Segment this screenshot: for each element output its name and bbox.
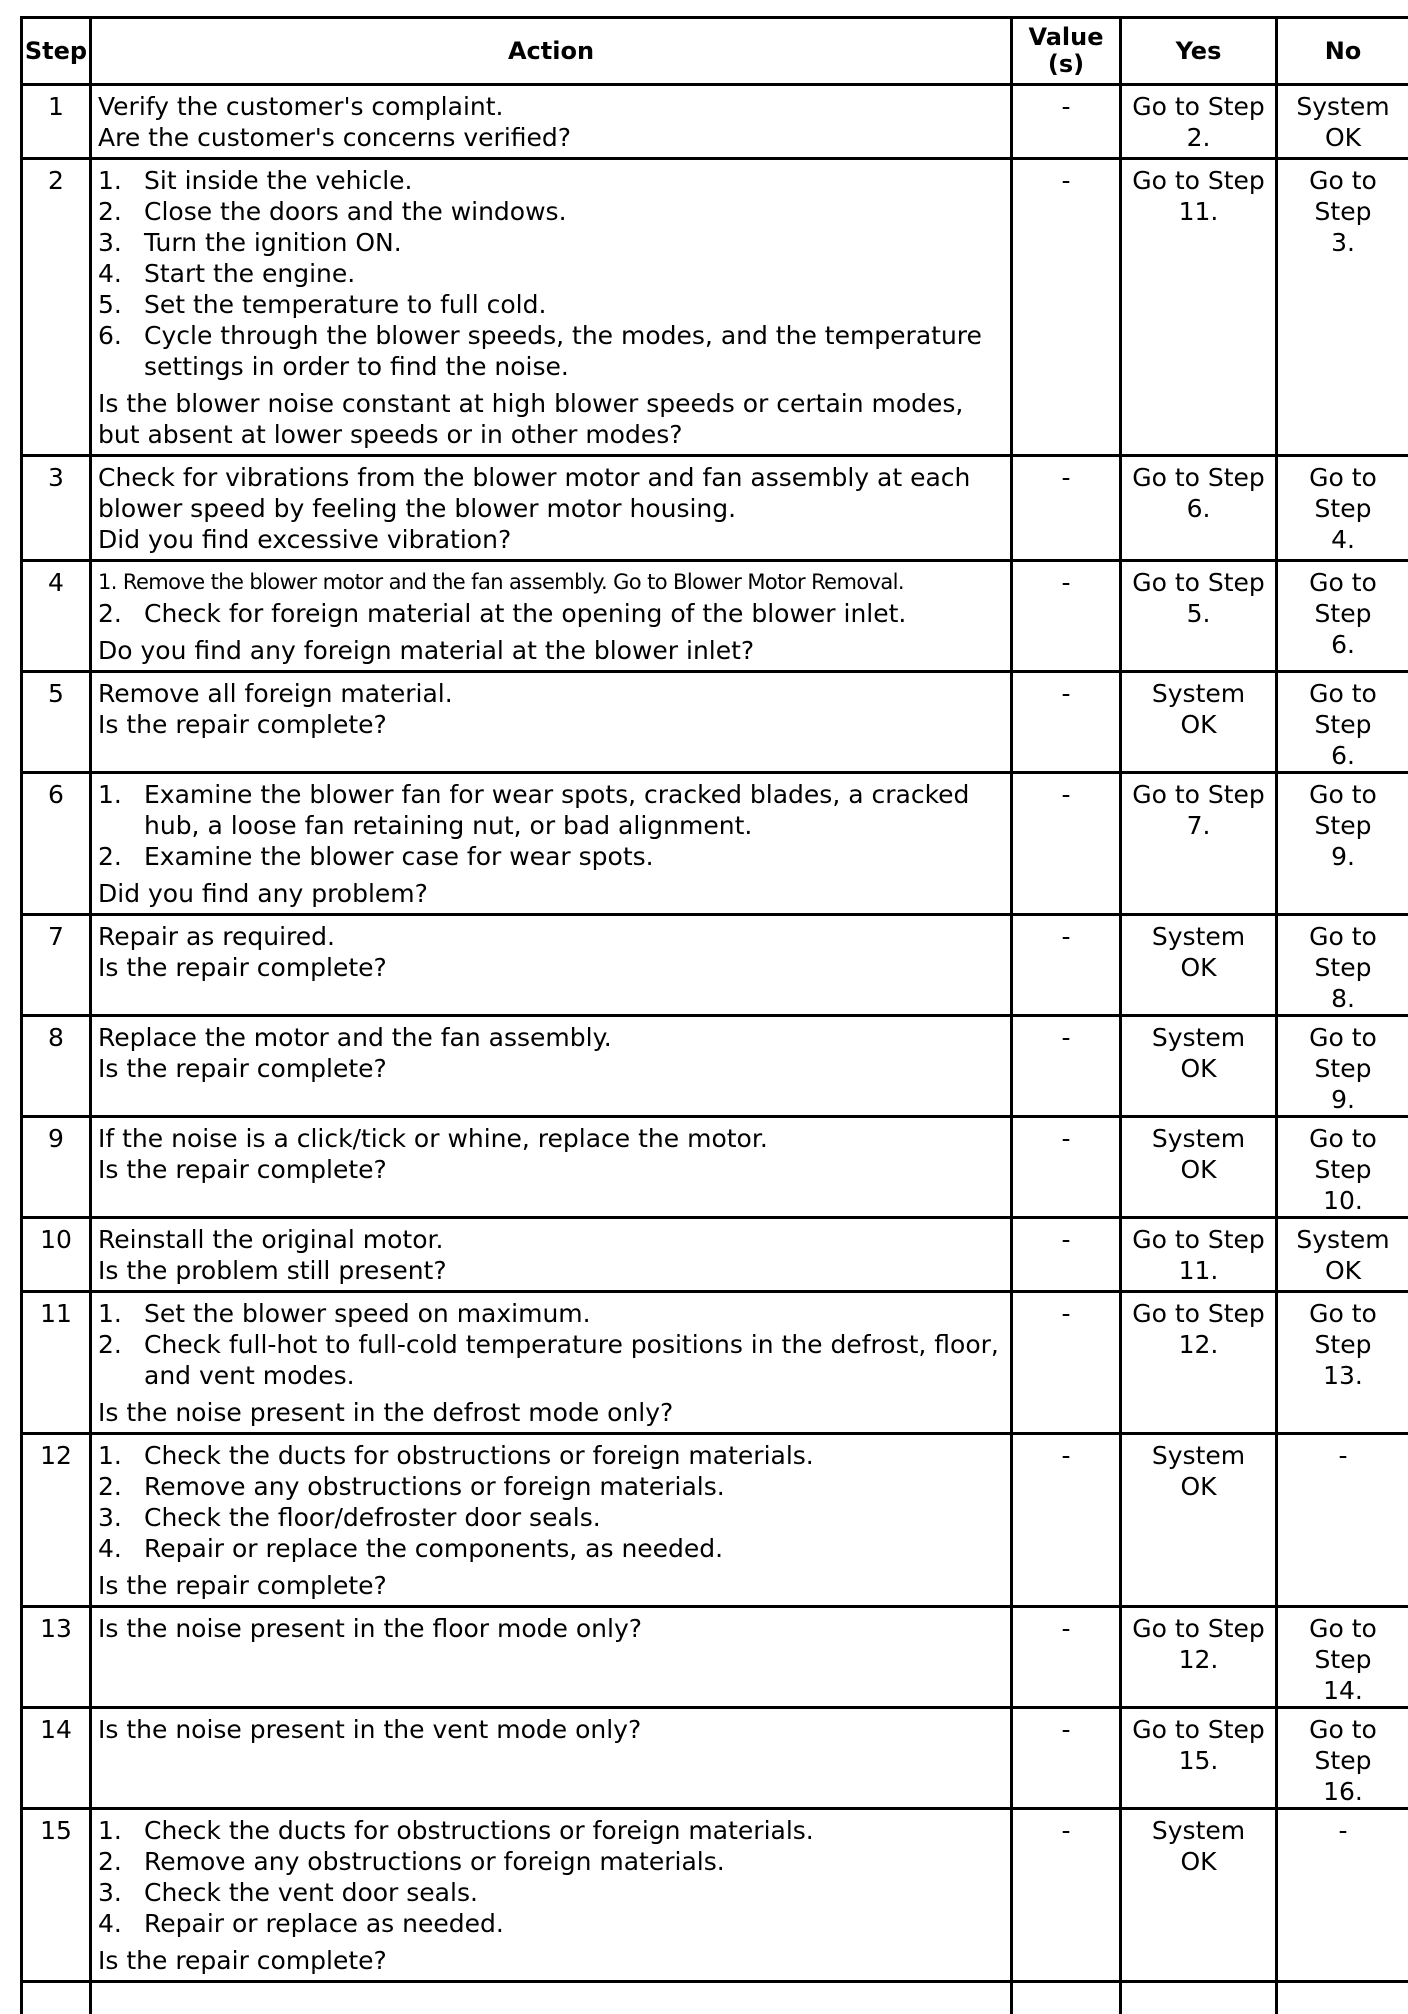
action-cell <box>91 1117 1012 1218</box>
action-step-item <box>98 289 1006 320</box>
value-cell: - <box>1012 1809 1121 1982</box>
action-step-text: Repair or replace as needed. <box>144 1909 504 1938</box>
step-number: 13 <box>22 1607 91 1708</box>
header-action: Action <box>91 18 1012 85</box>
yes-cell <box>1121 773 1277 915</box>
yes-text: Go to Step <box>1124 462 1273 493</box>
action-cell <box>91 85 1012 159</box>
action-steps-list <box>98 598 1006 629</box>
table-row <box>22 773 1408 915</box>
step-number: 11 <box>22 1292 91 1434</box>
action-step-number: 2. <box>98 841 122 872</box>
action-step-item <box>98 227 1006 258</box>
yes-text: Go to Step <box>1124 1224 1273 1255</box>
no-text: 6. <box>1280 629 1406 660</box>
no-text: System <box>1280 91 1406 122</box>
yes-cell <box>1121 1708 1277 1809</box>
yes-text: Go to Step <box>1124 779 1273 810</box>
yes-cell <box>1121 1809 1277 1982</box>
value-cell: - <box>1012 672 1121 773</box>
yes-text: System <box>1124 678 1273 709</box>
action-step-number: 3. <box>98 227 122 258</box>
no-text: Go to Step <box>1280 678 1406 740</box>
action-text: 1. Remove the blower motor and the fan assembly. Go to Blower Motor Removal. <box>98 567 1006 598</box>
action-steps-list <box>98 1815 1006 1939</box>
no-text: Go to Step <box>1280 779 1406 841</box>
value-cell: - <box>1012 1434 1121 1607</box>
yes-text: OK <box>1124 1053 1273 1084</box>
table-row <box>22 1016 1408 1117</box>
no-text: 13. <box>1280 1360 1406 1391</box>
header-value-line1: Value <box>1013 24 1119 51</box>
action-step-item <box>98 1329 1006 1391</box>
no-text: Go to Step <box>1280 1714 1406 1776</box>
yes-cell <box>1121 1607 1277 1708</box>
no-text: - <box>1280 1815 1406 1846</box>
step-number: 8 <box>22 1016 91 1117</box>
table-row <box>22 1218 1408 1292</box>
action-step-text: Remove any obstructions or foreign materials. <box>144 1472 725 1501</box>
no-text: Go to Step <box>1280 921 1406 983</box>
table-row <box>22 1117 1408 1218</box>
action-step-item <box>98 1298 1006 1329</box>
action-step-number: 2. <box>98 1846 122 1877</box>
table-row <box>22 456 1408 561</box>
action-question: Is the repair complete? <box>98 1945 1006 1976</box>
action-step-item <box>98 1908 1006 1939</box>
no-text: Go to Step <box>1280 462 1406 524</box>
yes-cell <box>1121 1117 1277 1218</box>
table-row <box>22 85 1408 159</box>
header-yes: Yes <box>1121 18 1277 85</box>
value-cell: - <box>1012 85 1121 159</box>
action-step-number: 5. <box>98 289 122 320</box>
continuation-cell <box>22 1982 91 2014</box>
no-text: System <box>1280 1224 1406 1255</box>
no-cell <box>1277 1016 1408 1117</box>
action-question: Did you find any problem? <box>98 878 1006 909</box>
value-cell: - <box>1012 1117 1121 1218</box>
value-cell: - <box>1012 1016 1121 1117</box>
action-step-item <box>98 196 1006 227</box>
continuation-cell <box>1012 1982 1121 2014</box>
header-step: Step <box>22 18 91 85</box>
action-step-text: Examine the blower case for wear spots. <box>144 842 654 871</box>
action-step-item <box>98 1440 1006 1471</box>
no-text: 9. <box>1280 841 1406 872</box>
table-row <box>22 1607 1408 1708</box>
no-cell <box>1277 1607 1408 1708</box>
action-step-text: Check the ducts for obstructions or foreign materials. <box>144 1816 814 1845</box>
action-step-item <box>98 841 1006 872</box>
no-cell <box>1277 1117 1408 1218</box>
action-step-item <box>98 1877 1006 1908</box>
no-text: Go to Step <box>1280 165 1406 227</box>
no-cell <box>1277 1218 1408 1292</box>
yes-text: 12. <box>1124 1329 1273 1360</box>
action-step-text: Cycle through the blower speeds, the modes, and the temperature settings in order to find the noise. <box>144 321 982 381</box>
no-text: 6. <box>1280 740 1406 771</box>
yes-text: System <box>1124 1815 1273 1846</box>
yes-cell <box>1121 915 1277 1016</box>
action-step-item <box>98 1815 1006 1846</box>
step-number: 14 <box>22 1708 91 1809</box>
table-row <box>22 159 1408 456</box>
step-number: 5 <box>22 672 91 773</box>
action-cell <box>91 1016 1012 1117</box>
no-text: Go to Step <box>1280 1613 1406 1675</box>
step-number: 2 <box>22 159 91 456</box>
action-question: Is the repair complete? <box>98 1053 1006 1084</box>
yes-text: 15. <box>1124 1745 1273 1776</box>
action-step-number: 2. <box>98 1329 122 1360</box>
yes-text: OK <box>1124 1154 1273 1185</box>
action-steps-list <box>98 165 1006 382</box>
action-text: Is the noise present in the vent mode only? <box>98 1714 1006 1745</box>
action-cell <box>91 1434 1012 1607</box>
action-cell <box>91 915 1012 1016</box>
action-text: Check for vibrations from the blower motor and fan assembly at each blower speed by feeling the blower motor housing. <box>98 462 1006 524</box>
action-step-number: 1. <box>98 1298 122 1329</box>
action-step-text: Set the temperature to full cold. <box>144 290 546 319</box>
table-row <box>22 672 1408 773</box>
action-question: Did you find excessive vibration? <box>98 524 1006 555</box>
action-step-number: 2. <box>98 1471 122 1502</box>
action-question: Is the repair complete? <box>98 1154 1006 1185</box>
no-cell <box>1277 1809 1408 1982</box>
yes-text: 5. <box>1124 598 1273 629</box>
table-row <box>22 1292 1408 1434</box>
table-row <box>22 561 1408 672</box>
step-number: 3 <box>22 456 91 561</box>
yes-cell <box>1121 1016 1277 1117</box>
no-cell <box>1277 159 1408 456</box>
step-number: 6 <box>22 773 91 915</box>
no-text: 16. <box>1280 1776 1406 1807</box>
no-text: Go to Step <box>1280 1298 1406 1360</box>
no-text: OK <box>1280 1255 1406 1286</box>
action-step-text: Repair or replace the components, as needed. <box>144 1534 723 1563</box>
no-text: - <box>1280 1440 1406 1471</box>
action-step-number: 1. <box>98 1815 122 1846</box>
action-step-text: Examine the blower fan for wear spots, cracked blades, a cracked hub, a loose fan retaining nut, or bad alignment. <box>144 780 969 840</box>
action-cell <box>91 456 1012 561</box>
action-question: Do you find any foreign material at the blower inlet? <box>98 635 1006 666</box>
yes-cell <box>1121 1292 1277 1434</box>
no-text: 3. <box>1280 227 1406 258</box>
no-cell <box>1277 1292 1408 1434</box>
yes-text: OK <box>1124 709 1273 740</box>
action-text: Repair as required. <box>98 921 1006 952</box>
action-cell <box>91 1292 1012 1434</box>
value-cell: - <box>1012 1218 1121 1292</box>
step-number: 1 <box>22 85 91 159</box>
action-step-number: 1. <box>98 1440 122 1471</box>
step-number: 15 <box>22 1809 91 1982</box>
action-cell <box>91 561 1012 672</box>
action-step-item <box>98 1502 1006 1533</box>
step-number: 12 <box>22 1434 91 1607</box>
action-step-text: Check full-hot to full-cold temperature positions in the defrost, floor, and vent modes. <box>144 1330 999 1390</box>
table-row <box>22 1708 1408 1809</box>
action-text: Verify the customer's complaint. <box>98 91 1006 122</box>
yes-text: 11. <box>1124 1255 1273 1286</box>
yes-text: OK <box>1124 952 1273 983</box>
header-value <box>1012 18 1121 85</box>
header-row <box>22 18 1408 85</box>
yes-text: Go to Step <box>1124 1613 1273 1644</box>
action-step-text: Check the floor/defroster door seals. <box>144 1503 601 1532</box>
continuation-cell <box>91 1982 1012 2014</box>
action-step-text: Set the blower speed on maximum. <box>144 1299 591 1328</box>
yes-text: 6. <box>1124 493 1273 524</box>
no-text: 10. <box>1280 1185 1406 1216</box>
no-cell <box>1277 672 1408 773</box>
action-steps-list <box>98 779 1006 872</box>
action-step-number: 3. <box>98 1877 122 1908</box>
action-cell <box>91 773 1012 915</box>
no-cell <box>1277 915 1408 1016</box>
action-step-item <box>98 1533 1006 1564</box>
no-text: 9. <box>1280 1084 1406 1115</box>
action-text: Reinstall the original motor. <box>98 1224 1006 1255</box>
no-text: 4. <box>1280 524 1406 555</box>
yes-text: 12. <box>1124 1644 1273 1675</box>
action-text: If the noise is a click/tick or whine, replace the motor. <box>98 1123 1006 1154</box>
value-cell: - <box>1012 456 1121 561</box>
action-question: Is the repair complete? <box>98 1570 1006 1601</box>
no-cell <box>1277 561 1408 672</box>
yes-text: System <box>1124 1440 1273 1471</box>
no-text: Go to Step <box>1280 567 1406 629</box>
no-cell <box>1277 1434 1408 1607</box>
action-text: Replace the motor and the fan assembly. <box>98 1022 1006 1053</box>
action-cell <box>91 672 1012 773</box>
no-text: Go to Step <box>1280 1022 1406 1084</box>
table-row-continuation <box>22 1982 1408 2014</box>
no-text: 14. <box>1280 1675 1406 1706</box>
yes-text: System <box>1124 1022 1273 1053</box>
value-cell: - <box>1012 773 1121 915</box>
yes-text: OK <box>1124 1471 1273 1502</box>
action-question: Is the blower noise constant at high blower speeds or certain modes, but absent at lower speeds or in other modes? <box>98 388 1006 450</box>
action-question: Is the noise present in the defrost mode only? <box>98 1397 1006 1428</box>
yes-text: System <box>1124 921 1273 952</box>
action-step-number: 2. <box>98 598 122 629</box>
step-number: 9 <box>22 1117 91 1218</box>
action-step-number: 6. <box>98 320 122 351</box>
action-question: Is the repair complete? <box>98 709 1006 740</box>
action-step-text: Check for foreign material at the opening of the blower inlet. <box>144 599 906 628</box>
action-question: Is the repair complete? <box>98 952 1006 983</box>
header-no: No <box>1277 18 1408 85</box>
action-cell <box>91 1708 1012 1809</box>
action-question: Are the customer's concerns verified? <box>98 122 1006 153</box>
action-step-text: Turn the ignition ON. <box>144 228 402 257</box>
yes-cell <box>1121 561 1277 672</box>
action-step-text: Remove any obstructions or foreign materials. <box>144 1847 725 1876</box>
action-step-number: 3. <box>98 1502 122 1533</box>
step-number: 7 <box>22 915 91 1016</box>
value-cell: - <box>1012 561 1121 672</box>
diagnostic-table <box>20 16 1408 2014</box>
value-cell: - <box>1012 159 1121 456</box>
action-step-text: Start the engine. <box>144 259 355 288</box>
action-question: Is the problem still present? <box>98 1255 1006 1286</box>
action-step-item <box>98 598 1006 629</box>
step-number: 10 <box>22 1218 91 1292</box>
no-cell <box>1277 1708 1408 1809</box>
action-step-number: 4. <box>98 258 122 289</box>
action-step-number: 1. <box>98 779 122 810</box>
yes-text: 2. <box>1124 122 1273 153</box>
yes-text: Go to Step <box>1124 91 1273 122</box>
table-row <box>22 915 1408 1016</box>
value-cell: - <box>1012 1607 1121 1708</box>
action-step-text: Sit inside the vehicle. <box>144 166 412 195</box>
no-text: Go to Step <box>1280 1123 1406 1185</box>
action-text: Is the noise present in the floor mode only? <box>98 1613 1006 1644</box>
action-step-text: Check the vent door seals. <box>144 1878 478 1907</box>
yes-cell <box>1121 1218 1277 1292</box>
yes-cell <box>1121 159 1277 456</box>
value-cell: - <box>1012 1708 1121 1809</box>
no-text: OK <box>1280 122 1406 153</box>
action-step-text: Close the doors and the windows. <box>144 197 567 226</box>
no-cell <box>1277 85 1408 159</box>
action-steps-list <box>98 1440 1006 1564</box>
table-row <box>22 1809 1408 1982</box>
yes-text: Go to Step <box>1124 1298 1273 1329</box>
no-text: 8. <box>1280 983 1406 1014</box>
yes-cell <box>1121 672 1277 773</box>
yes-cell <box>1121 456 1277 561</box>
yes-text: Go to Step <box>1124 1714 1273 1745</box>
action-cell <box>91 1218 1012 1292</box>
action-step-item <box>98 258 1006 289</box>
action-step-item <box>98 779 1006 841</box>
action-step-number: 2. <box>98 196 122 227</box>
action-steps-list <box>98 1298 1006 1391</box>
yes-text: 7. <box>1124 810 1273 841</box>
yes-text: 11. <box>1124 196 1273 227</box>
yes-text: Go to Step <box>1124 165 1273 196</box>
step-number: 4 <box>22 561 91 672</box>
action-step-text: Check the ducts for obstructions or foreign materials. <box>144 1441 814 1470</box>
continuation-cell <box>1277 1982 1408 2014</box>
action-cell <box>91 159 1012 456</box>
yes-cell <box>1121 1434 1277 1607</box>
value-cell: - <box>1012 1292 1121 1434</box>
header-value-line2: (s) <box>1013 51 1119 78</box>
value-cell: - <box>1012 915 1121 1016</box>
table-row <box>22 1434 1408 1607</box>
action-step-number: 4. <box>98 1908 122 1939</box>
continuation-cell <box>1121 1982 1277 2014</box>
action-cell <box>91 1809 1012 1982</box>
yes-text: Go to Step <box>1124 567 1273 598</box>
action-cell <box>91 1607 1012 1708</box>
action-step-item <box>98 165 1006 196</box>
yes-text: System <box>1124 1123 1273 1154</box>
yes-text: OK <box>1124 1846 1273 1877</box>
no-cell <box>1277 456 1408 561</box>
action-step-item <box>98 1846 1006 1877</box>
action-step-number: 4. <box>98 1533 122 1564</box>
action-step-number: 1. <box>98 165 122 196</box>
action-step-item <box>98 1471 1006 1502</box>
no-cell <box>1277 773 1408 915</box>
action-step-item <box>98 320 1006 382</box>
action-text: Remove all foreign material. <box>98 678 1006 709</box>
yes-cell <box>1121 85 1277 159</box>
